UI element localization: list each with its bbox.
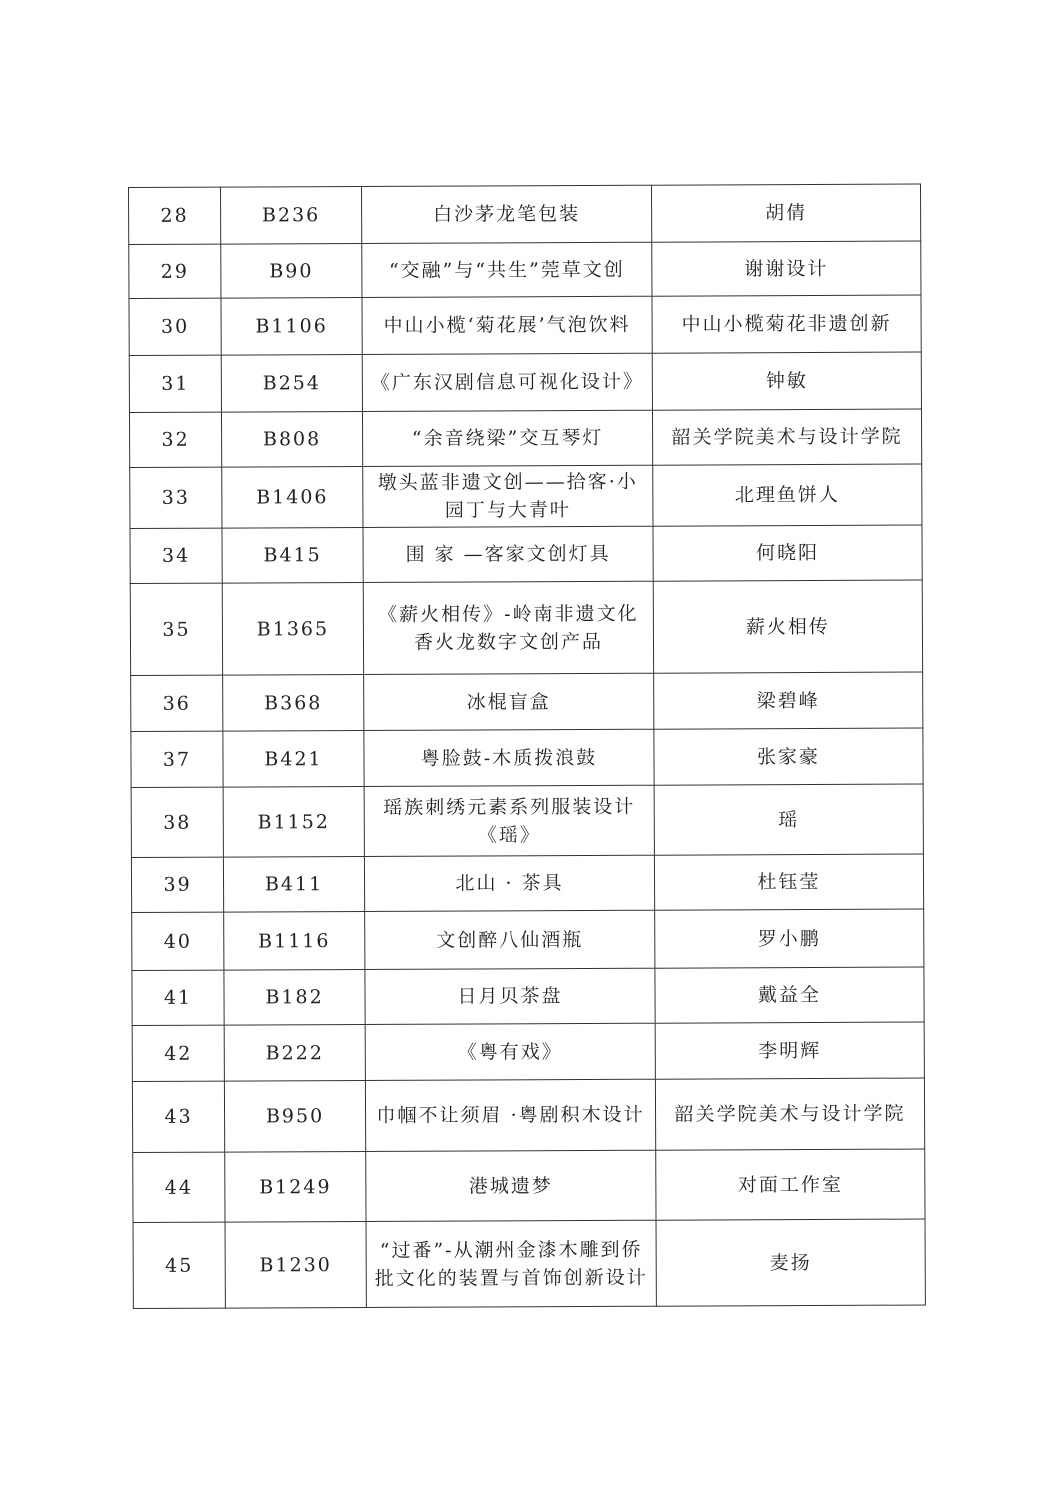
entry-title: 巾帼不让须眉 ·粤剧积木设计 (365, 1079, 655, 1151)
entry-code: B222 (224, 1024, 365, 1081)
entry-author: 瑶 (654, 784, 923, 855)
entry-author: 韶关学院美术与设计学院 (652, 409, 921, 465)
entry-author: 薪火相传 (653, 580, 922, 673)
entries-table-body (129, 184, 926, 1308)
entry-title: 《粤有戏》 (365, 1023, 655, 1080)
entry-number: 38 (131, 787, 223, 857)
entries-table (128, 184, 926, 1309)
table-row (129, 409, 921, 467)
entry-author: 戴益全 (655, 967, 924, 1023)
entry-code: B950 (224, 1080, 365, 1152)
entry-author: 胡倩 (651, 184, 920, 242)
entry-code: B182 (224, 969, 365, 1025)
table-row (132, 967, 924, 1025)
table-row (131, 854, 923, 912)
entry-number: 36 (131, 675, 223, 731)
entry-title: 《薪火相传》-岭南非遗文化香火龙数字文创产品 (363, 581, 653, 674)
entry-number: 45 (133, 1222, 225, 1308)
entry-code: B421 (223, 730, 364, 787)
entry-number: 39 (131, 857, 223, 912)
entry-author: 对面工作室 (656, 1149, 925, 1220)
entry-author: 张家豪 (654, 728, 923, 785)
table-row (133, 1219, 925, 1308)
entry-author: 中山小榄菊花非遗创新 (652, 295, 921, 353)
table-row (130, 525, 922, 583)
table-row (133, 1149, 925, 1222)
entry-number: 30 (129, 298, 221, 355)
entry-number: 32 (129, 412, 221, 467)
entry-title: 中山小榄‘菊花展’气泡饮料 (362, 296, 652, 354)
entry-author: 谢谢设计 (652, 241, 921, 296)
entry-title: 粤脸鼓-木质拨浪鼓 (364, 729, 654, 786)
entry-number: 37 (131, 731, 223, 787)
entry-title: 文创醉八仙酒瓶 (365, 910, 655, 969)
entry-code: B808 (221, 411, 362, 467)
entry-author: 韶关学院美术与设计学院 (655, 1078, 924, 1150)
entry-author: 李明辉 (655, 1022, 924, 1079)
entry-author: 钟敏 (652, 352, 921, 410)
entry-number: 35 (130, 583, 222, 675)
table-row (131, 784, 923, 857)
entry-title: 日月贝茶盘 (365, 968, 655, 1024)
entry-title: 北山 · 茶具 (364, 855, 654, 911)
entry-code: B90 (221, 243, 362, 298)
entry-author: 杜钰莹 (654, 854, 923, 910)
entry-number: 33 (130, 467, 222, 528)
entry-author: 何晓阳 (653, 525, 922, 581)
entry-code: B415 (222, 527, 363, 583)
entry-title: 《广东汉剧信息可视化设计》 (362, 353, 652, 411)
table-row (129, 295, 921, 355)
table-row (129, 241, 921, 298)
entry-title: 冰棍盲盒 (364, 673, 654, 730)
table-row (129, 352, 921, 412)
table-row (132, 1022, 924, 1081)
entry-code: B1406 (222, 466, 363, 528)
table-row (130, 580, 922, 675)
entry-number: 43 (132, 1081, 224, 1152)
entry-title: 白沙茅龙笔包装 (361, 185, 651, 243)
entry-title: 墩头蓝非遗文创——拾客·小园丁与大青叶 (363, 465, 653, 527)
entry-title: “过番”-从潮州金漆木雕到侨批文化的装置与首饰创新设计 (366, 1220, 656, 1307)
entry-number: 34 (130, 528, 222, 583)
entry-title: 围 家 —客家文创灯具 (363, 526, 653, 582)
entry-number: 42 (132, 1025, 224, 1081)
entry-author: 罗小鹏 (655, 909, 924, 968)
entry-code: B368 (223, 674, 364, 731)
entry-code: B1106 (221, 297, 362, 355)
entry-code: B1230 (225, 1221, 366, 1308)
entry-code: B236 (221, 186, 362, 244)
entry-number: 40 (132, 912, 224, 970)
entry-title: “交融”与“共生”莞草文创 (362, 242, 652, 297)
table-row (130, 464, 922, 528)
table-row (131, 728, 923, 787)
table-row (129, 184, 921, 244)
entry-code: B1249 (225, 1151, 366, 1222)
entry-title: “余音绕梁”交互琴灯 (362, 410, 652, 466)
entry-title: 港城遗梦 (366, 1150, 656, 1221)
entry-code: B1152 (223, 786, 364, 857)
entry-number: 31 (129, 355, 221, 412)
entry-code: B254 (221, 354, 362, 412)
entry-code: B411 (223, 856, 364, 912)
table-row (132, 909, 924, 970)
entry-number: 44 (133, 1152, 225, 1222)
entry-number: 41 (132, 970, 224, 1025)
entry-code: B1365 (222, 582, 363, 675)
table-row (131, 672, 923, 731)
entry-number: 28 (129, 187, 221, 244)
entry-author: 北理鱼饼人 (653, 464, 922, 526)
entry-author: 麦扬 (656, 1219, 925, 1306)
entry-title: 瑶族刺绣元素系列服装设计《瑶》 (364, 785, 654, 856)
entry-author: 梁碧峰 (654, 672, 923, 729)
entry-code: B1116 (224, 911, 365, 970)
table-row (132, 1078, 924, 1152)
entry-number: 29 (129, 244, 221, 298)
